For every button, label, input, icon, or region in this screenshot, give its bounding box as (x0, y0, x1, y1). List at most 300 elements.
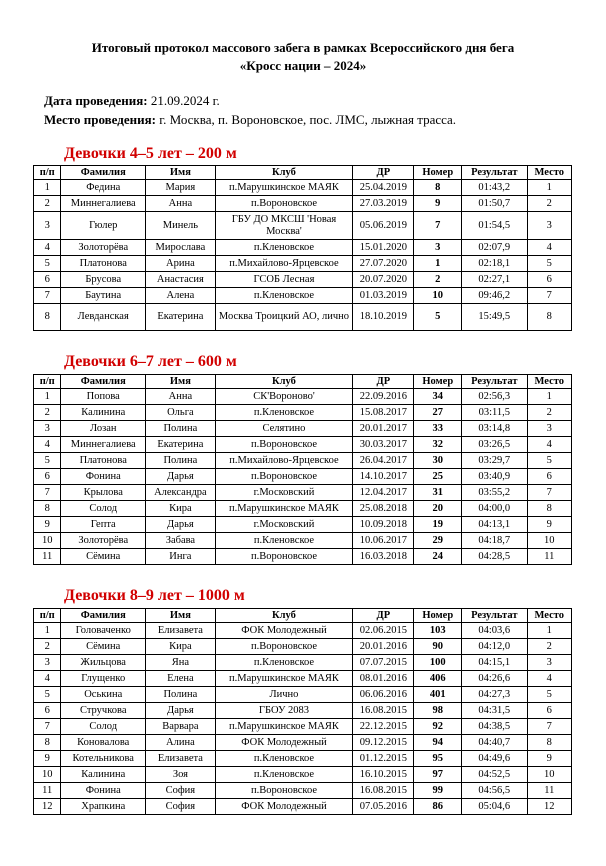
result-time: 15:49,5 (462, 304, 528, 331)
column-header-col-surname: Фамилия (61, 375, 146, 389)
row-index: 3 (34, 655, 61, 671)
place: 3 (527, 212, 571, 240)
club: г.Московский (215, 485, 352, 501)
first-name: Полина (146, 687, 216, 703)
column-header-col-result: Результат (462, 166, 528, 180)
club: п.Кленовское (215, 767, 352, 783)
place: 10 (527, 767, 571, 783)
birthdate: 06.06.2016 (353, 687, 414, 703)
place: 5 (527, 687, 571, 703)
place: 1 (527, 389, 571, 405)
column-header-col-result: Результат (462, 609, 528, 623)
table-row (34, 623, 572, 639)
surname: Оськина (61, 687, 146, 703)
row-index: 3 (34, 212, 61, 240)
place: 7 (527, 719, 571, 735)
club: п.Кленовское (215, 240, 352, 256)
club: ГБОУ 2083 (215, 703, 352, 719)
bib-number: 97 (414, 767, 462, 783)
place: 8 (527, 735, 571, 751)
club: п.Кленовское (215, 405, 352, 421)
table-row (34, 767, 572, 783)
first-name: Екатерина (146, 437, 216, 453)
birthdate: 14.10.2017 (353, 469, 414, 485)
table-header-row (34, 166, 572, 180)
column-header-col-birthdate: ДР (353, 375, 414, 389)
place: 5 (527, 256, 571, 272)
column-header-col-club: Клуб (215, 375, 352, 389)
surname: Гепта (61, 517, 146, 533)
row-index: 7 (34, 719, 61, 735)
bib-number: 99 (414, 783, 462, 799)
first-name: Дарья (146, 703, 216, 719)
table-row (34, 639, 572, 655)
result-time: 04:26,6 (462, 671, 528, 687)
surname: Солод (61, 501, 146, 517)
table-row (34, 719, 572, 735)
row-index: 9 (34, 751, 61, 767)
birthdate: 22.12.2015 (353, 719, 414, 735)
date-value: 21.09.2024 г. (147, 93, 220, 108)
bib-number: 5 (414, 304, 462, 331)
birthdate: 16.08.2015 (353, 783, 414, 799)
place: 11 (527, 783, 571, 799)
birthdate: 12.04.2017 (353, 485, 414, 501)
first-name: София (146, 783, 216, 799)
surname: Калинина (61, 405, 146, 421)
first-name: Зоя (146, 767, 216, 783)
club: п.Вороновское (215, 639, 352, 655)
birthdate: 01.12.2015 (353, 751, 414, 767)
first-name: Варвара (146, 719, 216, 735)
first-name: Алина (146, 735, 216, 751)
row-index: 4 (34, 437, 61, 453)
result-time: 04:15,1 (462, 655, 528, 671)
place: 2 (527, 196, 571, 212)
surname: Миннегалиева (61, 437, 146, 453)
surname: Попова (61, 389, 146, 405)
surname: Баутина (61, 288, 146, 304)
place: 3 (527, 655, 571, 671)
column-header-col-index: п/п (34, 375, 61, 389)
result-time: 04:56,5 (462, 783, 528, 799)
row-index: 5 (34, 687, 61, 703)
results-table-6-7 (33, 374, 572, 565)
club: Лично (215, 687, 352, 703)
surname: Солод (61, 719, 146, 735)
club: п.Марушкинское МАЯК (215, 719, 352, 735)
table-row (34, 304, 572, 331)
place: 5 (527, 453, 571, 469)
column-header-col-name: Имя (146, 375, 216, 389)
result-time: 02:18,1 (462, 256, 528, 272)
bib-number: 95 (414, 751, 462, 767)
first-name: Забава (146, 533, 216, 549)
row-index: 4 (34, 671, 61, 687)
first-name: Елена (146, 671, 216, 687)
table-row (34, 196, 572, 212)
surname: Лозан (61, 421, 146, 437)
bib-number: 2 (414, 272, 462, 288)
bib-number: 31 (414, 485, 462, 501)
bib-number: 8 (414, 180, 462, 196)
club: п.Вороновское (215, 783, 352, 799)
result-time: 04:52,5 (462, 767, 528, 783)
first-name: София (146, 799, 216, 815)
result-time: 04:40,7 (462, 735, 528, 751)
result-time: 02:27,1 (462, 272, 528, 288)
row-index: 12 (34, 799, 61, 815)
event-date (44, 93, 220, 109)
birthdate: 18.10.2019 (353, 304, 414, 331)
surname: Сёмина (61, 549, 146, 565)
first-name: Дарья (146, 517, 216, 533)
document-title-line1: Итоговый протокол массового забега в рамках Всероссийского дня бега (91, 40, 515, 55)
result-time: 04:49,6 (462, 751, 528, 767)
row-index: 8 (34, 501, 61, 517)
first-name: Алена (146, 288, 216, 304)
place: 3 (527, 421, 571, 437)
row-index: 7 (34, 485, 61, 501)
table-row (34, 453, 572, 469)
birthdate: 08.01.2016 (353, 671, 414, 687)
table-row (34, 783, 572, 799)
first-name: Кира (146, 639, 216, 655)
column-header-col-club: Клуб (215, 166, 352, 180)
result-time: 02:56,3 (462, 389, 528, 405)
place: 1 (527, 623, 571, 639)
surname: Котельникова (61, 751, 146, 767)
bib-number: 27 (414, 405, 462, 421)
row-index: 5 (34, 256, 61, 272)
row-index: 6 (34, 469, 61, 485)
bib-number: 19 (414, 517, 462, 533)
table-header-row (34, 375, 572, 389)
first-name: Елизавета (146, 751, 216, 767)
first-name: Дарья (146, 469, 216, 485)
section-title-8-9: Девочки 8–9 лет – 1000 м (64, 587, 245, 604)
surname: Брусова (61, 272, 146, 288)
club: г.Московский (215, 517, 352, 533)
row-index: 6 (34, 703, 61, 719)
surname: Золоторёва (61, 240, 146, 256)
place: 4 (527, 437, 571, 453)
birthdate: 10.09.2018 (353, 517, 414, 533)
birthdate: 02.06.2015 (353, 623, 414, 639)
result-time: 03:29,7 (462, 453, 528, 469)
result-time: 03:26,5 (462, 437, 528, 453)
table-row (34, 256, 572, 272)
surname: Глущенко (61, 671, 146, 687)
first-name: Кира (146, 501, 216, 517)
first-name: Полина (146, 453, 216, 469)
first-name: Елизавета (146, 623, 216, 639)
surname: Фонина (61, 783, 146, 799)
table-row (34, 389, 572, 405)
column-header-col-result: Результат (462, 375, 528, 389)
birthdate: 15.08.2017 (353, 405, 414, 421)
bib-number: 401 (414, 687, 462, 703)
birthdate: 01.03.2019 (353, 288, 414, 304)
club: п.Марушкинское МАЯК (215, 180, 352, 196)
first-name: Арина (146, 256, 216, 272)
bib-number: 7 (414, 212, 462, 240)
table-header-row (34, 609, 572, 623)
first-name: Екатерина (146, 304, 216, 331)
birthdate: 16.08.2015 (353, 703, 414, 719)
column-header-col-name: Имя (146, 609, 216, 623)
club: п.Михайлово-Ярцевское (215, 453, 352, 469)
result-time: 05:04,6 (462, 799, 528, 815)
surname: Платонова (61, 453, 146, 469)
birthdate: 09.12.2015 (353, 735, 414, 751)
row-index: 7 (34, 288, 61, 304)
bib-number: 33 (414, 421, 462, 437)
place: 12 (527, 799, 571, 815)
first-name: Минель (146, 212, 216, 240)
birthdate: 25.08.2018 (353, 501, 414, 517)
surname: Золоторёва (61, 533, 146, 549)
bib-number: 1 (414, 256, 462, 272)
first-name: Мария (146, 180, 216, 196)
place: 9 (527, 517, 571, 533)
table-row (34, 517, 572, 533)
row-index: 2 (34, 639, 61, 655)
club: п.Кленовское (215, 533, 352, 549)
result-time: 03:55,2 (462, 485, 528, 501)
first-name: Ольга (146, 405, 216, 421)
club: Селятино (215, 421, 352, 437)
table-row (34, 751, 572, 767)
row-index: 8 (34, 735, 61, 751)
place: 11 (527, 549, 571, 565)
result-time: 03:14,8 (462, 421, 528, 437)
birthdate: 20.01.2016 (353, 639, 414, 655)
column-header-col-bib: Номер (414, 375, 462, 389)
result-time: 03:11,5 (462, 405, 528, 421)
bib-number: 10 (414, 288, 462, 304)
row-index: 11 (34, 783, 61, 799)
birthdate: 27.07.2020 (353, 256, 414, 272)
section-title-4-5: Девочки 4–5 лет – 200 м (64, 145, 237, 162)
birthdate: 07.05.2016 (353, 799, 414, 815)
club: ФОК Молодежный (215, 799, 352, 815)
results-table-8-9 (33, 608, 572, 815)
club: ФОК Молодежный (215, 623, 352, 639)
row-index: 9 (34, 517, 61, 533)
club: п.Вороновское (215, 437, 352, 453)
place: 6 (527, 703, 571, 719)
bib-number: 94 (414, 735, 462, 751)
bib-number: 32 (414, 437, 462, 453)
birthdate: 26.04.2017 (353, 453, 414, 469)
club: п.Марушкинское МАЯК (215, 501, 352, 517)
table-row (34, 687, 572, 703)
row-index: 1 (34, 180, 61, 196)
bib-number: 9 (414, 196, 462, 212)
bib-number: 3 (414, 240, 462, 256)
birthdate: 07.07.2015 (353, 655, 414, 671)
row-index: 2 (34, 196, 61, 212)
table-row (34, 533, 572, 549)
surname: Фонина (61, 469, 146, 485)
results-table-4-5 (33, 165, 572, 331)
first-name: Александра (146, 485, 216, 501)
table-row (34, 799, 572, 815)
birthdate: 27.03.2019 (353, 196, 414, 212)
result-time: 04:38,5 (462, 719, 528, 735)
result-time: 04:13,1 (462, 517, 528, 533)
result-time: 04:00,0 (462, 501, 528, 517)
result-time: 01:43,2 (462, 180, 528, 196)
result-time: 03:40,9 (462, 469, 528, 485)
club: п.Кленовское (215, 751, 352, 767)
birthdate: 25.04.2019 (353, 180, 414, 196)
first-name: Полина (146, 421, 216, 437)
club: п.Вороновское (215, 549, 352, 565)
table-row (34, 703, 572, 719)
place: 7 (527, 485, 571, 501)
surname: Головаченко (61, 623, 146, 639)
table-row (34, 671, 572, 687)
row-index: 1 (34, 623, 61, 639)
surname: Миннегалиева (61, 196, 146, 212)
surname: Федина (61, 180, 146, 196)
place: 1 (527, 180, 571, 196)
place: 7 (527, 288, 571, 304)
result-time: 04:03,6 (462, 623, 528, 639)
club: п.Вороновское (215, 196, 352, 212)
result-time: 09:46,2 (462, 288, 528, 304)
column-header-col-surname: Фамилия (61, 609, 146, 623)
surname: Коновалова (61, 735, 146, 751)
bib-number: 406 (414, 671, 462, 687)
section-title-6-7: Девочки 6–7 лет – 600 м (64, 353, 237, 370)
club: п.Кленовское (215, 288, 352, 304)
table-row (34, 405, 572, 421)
column-header-col-place: Место (527, 609, 571, 623)
bib-number: 100 (414, 655, 462, 671)
table-row (34, 288, 572, 304)
club: СК'Вороново' (215, 389, 352, 405)
table-row (34, 469, 572, 485)
column-header-col-birthdate: ДР (353, 609, 414, 623)
first-name: Анна (146, 389, 216, 405)
table-row (34, 180, 572, 196)
first-name: Анастасия (146, 272, 216, 288)
birthdate: 05.06.2019 (353, 212, 414, 240)
place: 2 (527, 405, 571, 421)
row-index: 1 (34, 389, 61, 405)
bib-number: 24 (414, 549, 462, 565)
birthdate: 20.07.2020 (353, 272, 414, 288)
bib-number: 20 (414, 501, 462, 517)
column-header-col-birthdate: ДР (353, 166, 414, 180)
column-header-col-name: Имя (146, 166, 216, 180)
surname: Стручкова (61, 703, 146, 719)
birthdate: 16.03.2018 (353, 549, 414, 565)
row-index: 11 (34, 549, 61, 565)
surname: Левданская (61, 304, 146, 331)
table-row (34, 735, 572, 751)
birthdate: 20.01.2017 (353, 421, 414, 437)
place: 10 (527, 533, 571, 549)
place-label: Место проведения: (44, 112, 156, 127)
club: п.Марушкинское МАЯК (215, 671, 352, 687)
surname: Калинина (61, 767, 146, 783)
table-row (34, 655, 572, 671)
club: п.Михайлово-Ярцевское (215, 256, 352, 272)
club: ГСОБ Лесная (215, 272, 352, 288)
place: 8 (527, 501, 571, 517)
table-row (34, 240, 572, 256)
result-time: 04:18,7 (462, 533, 528, 549)
surname: Храпкина (61, 799, 146, 815)
table-row (34, 212, 572, 240)
first-name: Яна (146, 655, 216, 671)
bib-number: 98 (414, 703, 462, 719)
column-header-col-place: Место (527, 375, 571, 389)
bib-number: 34 (414, 389, 462, 405)
club: ФОК Молодежный (215, 735, 352, 751)
birthdate: 22.09.2016 (353, 389, 414, 405)
result-time: 04:27,3 (462, 687, 528, 703)
club: п.Вороновское (215, 469, 352, 485)
place: 4 (527, 671, 571, 687)
place: 9 (527, 751, 571, 767)
surname: Крылова (61, 485, 146, 501)
birthdate: 30.03.2017 (353, 437, 414, 453)
place: 6 (527, 272, 571, 288)
row-index: 2 (34, 405, 61, 421)
bib-number: 29 (414, 533, 462, 549)
surname: Платонова (61, 256, 146, 272)
result-time: 01:50,7 (462, 196, 528, 212)
bib-number: 25 (414, 469, 462, 485)
bib-number: 30 (414, 453, 462, 469)
column-header-col-club: Клуб (215, 609, 352, 623)
result-time: 01:54,5 (462, 212, 528, 240)
document-title-line2: «Кросс нации – 2024» (239, 58, 367, 73)
row-index: 10 (34, 767, 61, 783)
result-time: 02:07,9 (462, 240, 528, 256)
column-header-col-bib: Номер (414, 166, 462, 180)
result-time: 04:12,0 (462, 639, 528, 655)
event-place (44, 112, 456, 128)
table-row (34, 272, 572, 288)
column-header-col-index: п/п (34, 609, 61, 623)
bib-number: 103 (414, 623, 462, 639)
row-index: 8 (34, 304, 61, 331)
place: 6 (527, 469, 571, 485)
bib-number: 86 (414, 799, 462, 815)
first-name: Мирослава (146, 240, 216, 256)
bib-number: 92 (414, 719, 462, 735)
birthdate: 10.06.2017 (353, 533, 414, 549)
row-index: 10 (34, 533, 61, 549)
row-index: 5 (34, 453, 61, 469)
place-value: г. Москва, п. Вороновское, пос. ЛМС, лыжная трасса. (155, 112, 457, 127)
column-header-col-place: Место (527, 166, 571, 180)
birthdate: 16.10.2015 (353, 767, 414, 783)
club: Москва Троицкий АО, лично (215, 304, 352, 331)
row-index: 3 (34, 421, 61, 437)
table-row (34, 421, 572, 437)
place: 4 (527, 240, 571, 256)
club: п.Кленовское (215, 655, 352, 671)
column-header-col-bib: Номер (414, 609, 462, 623)
column-header-col-surname: Фамилия (61, 166, 146, 180)
